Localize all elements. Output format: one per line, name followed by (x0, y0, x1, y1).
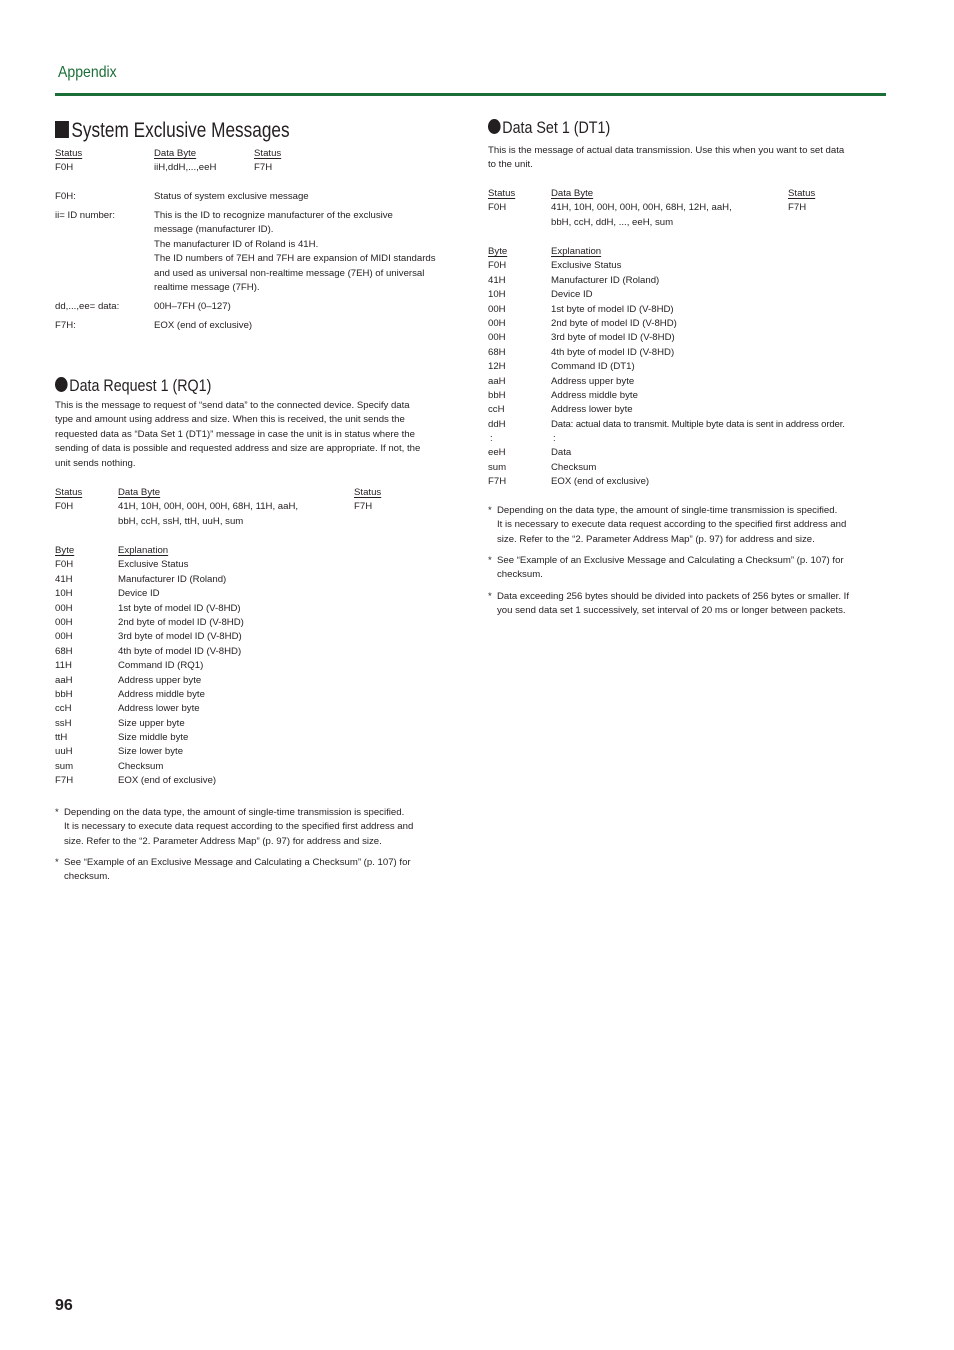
text-line: you send data set 1 successively, set interval of 20 ms or longer between packets. (497, 605, 846, 617)
cell-explanation: Checksum (551, 461, 597, 473)
cell-data-byte: bbH, ccH, ssH, ttH, uuH, sum (118, 515, 244, 527)
dt1-heading-text: Data Set 1 (DT1) (502, 118, 611, 137)
col-header-explanation: Explanation (118, 545, 169, 556)
col-header-status: Status (55, 148, 83, 159)
cell-byte: bbH (488, 389, 506, 401)
cell-byte: F7H (488, 476, 507, 488)
cell-explanation: 2nd byte of model ID (V-8HD) (118, 616, 244, 628)
text-line: checksum. (497, 569, 543, 581)
col-header-byte: Byte (55, 545, 75, 556)
col-header-data-byte: Data Byte (154, 148, 197, 159)
cell-explanation: Address upper byte (118, 674, 202, 686)
cell-explanation: 4th byte of model ID (V-8HD) (118, 645, 242, 657)
cell-explanation: 3rd byte of model ID (V-8HD) (118, 631, 242, 643)
cell-explanation: Device ID (118, 588, 160, 600)
text-line: size. Refer to the “2. Parameter Address Map” (p. 97) for address and size. (497, 533, 815, 545)
square-bullet-icon (55, 121, 69, 138)
cell-status-end: F7H (354, 501, 373, 513)
cell-byte: 41H (488, 274, 506, 286)
cell-explanation: Address upper byte (551, 375, 635, 387)
text-line: See “Example of an Exclusive Message and Calculating a Checksum” (p. 107) for (64, 857, 411, 868)
sysex-heading (55, 119, 290, 143)
col-header-status-end: Status (354, 487, 382, 498)
cell-byte: 00H (488, 332, 506, 344)
text-line: Depending on the data type, the amount of single-time transmission is specified. (497, 505, 838, 516)
text-line: Depending on the data type, the amount of single-time transmission is specified. (64, 807, 405, 818)
cell-byte: 00H (488, 303, 506, 315)
cell-byte: 00H (55, 616, 73, 628)
definition-desc: and used as universal non-realtime message (7EH) of universal (154, 267, 425, 279)
cell-explanation: Device ID (551, 289, 593, 301)
cell-byte: 11H (55, 660, 72, 672)
cell-status: F0H (55, 162, 74, 174)
text-line: It is necessary to execute data request according to the specified first address and (64, 821, 414, 833)
cell-explanation: Address middle byte (118, 688, 205, 700)
asterisk-icon: * (488, 555, 492, 566)
cell-byte: ddH (488, 418, 506, 430)
definition-desc: 00H–7FH (0–127) (154, 300, 231, 312)
col-header-byte: Byte (488, 246, 508, 257)
dt1-note (488, 590, 849, 619)
definition-desc: The ID numbers of 7EH and 7FH are expansion of MIDI standards (154, 253, 436, 265)
cell-byte: 68H (488, 346, 506, 358)
cell-data-byte: bbH, ccH, ddH, ..., eeH, sum (551, 216, 674, 228)
rq1-note (55, 856, 411, 885)
cell-explanation: Data: actual data to transmit. Multiple byte data is sent in address order. (551, 418, 845, 430)
cell-explanation: Address lower byte (551, 404, 633, 416)
asterisk-icon: * (488, 505, 492, 516)
cell-explanation: 3rd byte of model ID (V-8HD) (551, 332, 675, 344)
cell-explanation: Checksum (118, 760, 164, 772)
dt1-note (488, 554, 844, 583)
cell-explanation: Exclusive Status (551, 260, 622, 272)
cell-status: F0H (488, 202, 507, 214)
dt1-note (488, 504, 847, 547)
cell-status-end: F7H (254, 162, 273, 174)
text-line: This is the message of actual data transmission. Use this when you want to set data (488, 145, 845, 156)
cell-byte: sum (488, 461, 507, 473)
cell-explanation: Address middle byte (551, 389, 638, 401)
cell-data-byte: 41H, 10H, 00H, 00H, 00H, 68H, 11H, aaH, (118, 501, 299, 513)
circle-bullet-icon (55, 377, 68, 392)
rq1-heading-text: Data Request 1 (RQ1) (69, 376, 212, 395)
col-header-status: Status (55, 487, 83, 498)
definition-term: F7H: (55, 319, 76, 331)
rq1-heading (55, 376, 211, 396)
cell-explanation: Address lower byte (118, 703, 200, 715)
header-rule (55, 93, 886, 96)
cell-byte: ssH (55, 717, 72, 729)
cell-byte: 68H (55, 645, 73, 657)
cell-explanation: EOX (end of exclusive) (551, 476, 650, 488)
asterisk-icon: * (55, 857, 59, 868)
dt1-heading (488, 118, 610, 138)
cell-byte: 10H (55, 588, 73, 600)
cell-explanation: Size middle byte (118, 732, 189, 744)
circle-bullet-icon (488, 119, 501, 134)
cell-byte: ttH (55, 732, 68, 744)
cell-byte: bbH (55, 688, 73, 700)
cell-byte: 00H (55, 602, 73, 614)
sysex-heading-text: System Exclusive Messages (71, 119, 290, 142)
col-header-data-byte: Data Byte (118, 487, 161, 498)
text-line: It is necessary to execute data request according to the specified first address and (497, 519, 847, 531)
asterisk-icon: * (55, 807, 59, 818)
definition-term: dd,...,ee= data: (55, 300, 120, 312)
definition-desc: realtime message (7FH). (154, 281, 260, 293)
cell-explanation: 1st byte of model ID (V-8HD) (551, 303, 674, 315)
cell-byte: F7H (55, 775, 74, 787)
col-header-status: Status (488, 188, 516, 199)
definition-desc: This is the ID to recognize manufacturer of the exclusive (154, 209, 393, 221)
cell-byte: F0H (55, 559, 74, 571)
cell-data-byte: iiH,ddH,...,eeH (154, 162, 217, 174)
definition-desc: The manufacturer ID of Roland is 41H. (154, 238, 319, 250)
text-line: requested data as “Data Set 1 (DT1)” message in case the unit is in status where the (55, 428, 415, 440)
text-line: sending of data is possible and requested address and size are appropriate. If not, the (55, 443, 421, 455)
definition-term: F0H: (55, 191, 76, 202)
cell-byte: 10H (488, 289, 506, 301)
definition-desc: Status of system exclusive message (154, 191, 309, 202)
col-header-status-end: Status (254, 148, 282, 159)
cell-explanation: Command ID (DT1) (551, 361, 635, 373)
cell-byte: sum (55, 760, 74, 772)
cell-explanation: Size lower byte (118, 746, 184, 758)
definition-desc: message (manufacturer ID). (154, 224, 274, 236)
cell-byte: : (490, 433, 493, 445)
col-header-status-end: Status (788, 188, 816, 199)
cell-byte: 41H (55, 573, 73, 585)
rq1-note (55, 806, 414, 849)
text-line: size. Refer to the “2. Parameter Address Map” (p. 97) for address and size. (64, 835, 382, 847)
cell-explanation: 1st byte of model ID (V-8HD) (118, 602, 241, 614)
cell-explanation: Manufacturer ID (Roland) (118, 573, 227, 585)
cell-byte: 12H (488, 361, 506, 373)
cell-byte: 00H (55, 631, 73, 643)
cell-explanation: 4th byte of model ID (V-8HD) (551, 346, 675, 358)
col-header-explanation: Explanation (551, 246, 602, 257)
cell-byte: aaH (488, 375, 506, 387)
text-line: unit sends nothing. (55, 457, 136, 469)
text-line: Data exceeding 256 bytes should be divided into packets of 256 bytes or smaller. If (497, 591, 849, 602)
asterisk-icon: * (488, 591, 492, 602)
cell-byte: eeH (488, 447, 506, 459)
cell-byte: F0H (488, 260, 507, 272)
cell-explanation: Exclusive Status (118, 559, 189, 571)
text-line: type and amount using address and size. When this is received, the unit sends the (55, 414, 405, 426)
cell-byte: uuH (55, 746, 73, 758)
text-line: This is the message to request of “send data” to the connected device. Specify data (55, 400, 410, 411)
col-header-data-byte: Data Byte (551, 188, 594, 199)
cell-data-byte: 41H, 10H, 00H, 00H, 00H, 68H, 12H, aaH, (551, 202, 732, 214)
cell-explanation: Data (551, 447, 572, 459)
section-header-title: Appendix (58, 64, 117, 81)
text-line: See “Example of an Exclusive Message and Calculating a Checksum” (p. 107) for (497, 555, 844, 566)
page-number: 96 (55, 1297, 73, 1314)
cell-status-end: F7H (788, 202, 807, 214)
text-line: to the unit. (488, 159, 533, 171)
cell-explanation: Size upper byte (118, 717, 185, 729)
cell-explanation: Command ID (RQ1) (118, 660, 204, 672)
cell-explanation: 2nd byte of model ID (V-8HD) (551, 317, 677, 329)
definition-desc: EOX (end of exclusive) (154, 319, 253, 331)
definition-term: ii= ID number: (55, 209, 115, 221)
cell-byte: 00H (488, 317, 506, 329)
cell-explanation: : (553, 433, 556, 445)
cell-byte: aaH (55, 674, 73, 686)
cell-explanation: Manufacturer ID (Roland) (551, 274, 660, 286)
cell-status: F0H (55, 501, 74, 513)
cell-byte: ccH (55, 703, 72, 715)
cell-explanation: EOX (end of exclusive) (118, 775, 217, 787)
text-line: checksum. (64, 871, 110, 883)
cell-byte: ccH (488, 404, 505, 416)
